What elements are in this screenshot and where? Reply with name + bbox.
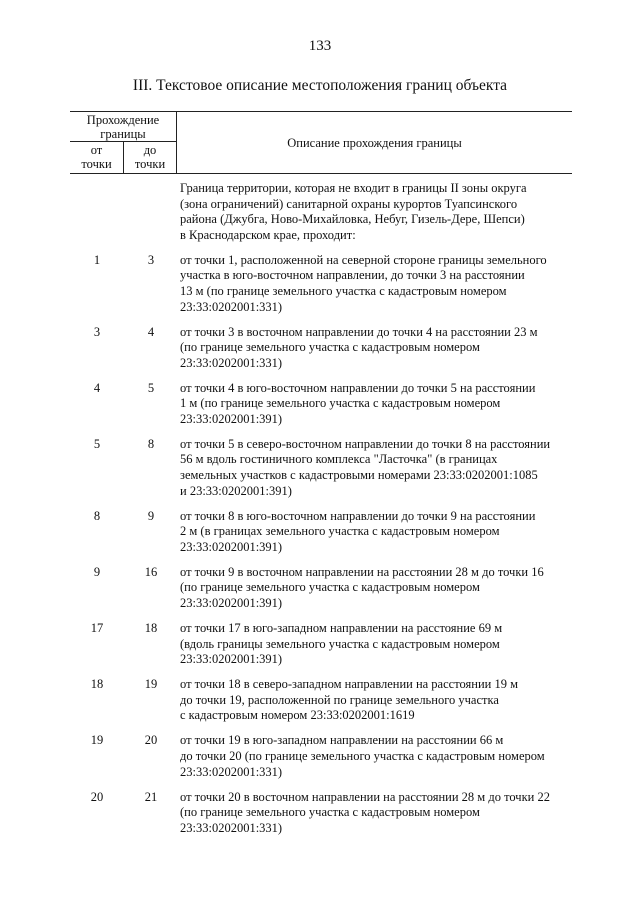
- header-passage-line-1: Прохождение: [86, 113, 160, 127]
- header-passage: [70, 113, 176, 141]
- row-from-point: 17: [90, 620, 104, 635]
- row-description-line: от точки 19 в юго-западном направлении на расстоянии 66 м: [180, 733, 504, 748]
- row-description: [178, 677, 572, 724]
- row-description-line: от точки 20 в восточном направлении на расстоянии 28 м до точки 22: [180, 789, 550, 804]
- table-row: [70, 253, 580, 315]
- row-to-point: 3: [147, 252, 155, 267]
- row-from-point: 19: [90, 733, 104, 748]
- row-to-point: 18: [144, 620, 158, 635]
- row-description-line: 23:33:0202001:391): [180, 652, 283, 667]
- row-to-point: 16: [144, 564, 158, 579]
- row-description: [178, 325, 572, 372]
- table-body: [70, 181, 580, 846]
- row-description: [178, 565, 572, 612]
- page-number: 133: [308, 38, 332, 54]
- header-description: Описание прохождения границы: [287, 136, 462, 150]
- row-description: [178, 437, 572, 499]
- row-description-line: от точки 9 в восточном направлении на расстоянии 28 м до точки 16: [180, 564, 544, 579]
- row-from-point: 20: [90, 789, 104, 804]
- row-description-line: (по границе земельного участка с кадастровым номером: [180, 340, 480, 355]
- table-row: [70, 437, 580, 499]
- row-description: [178, 733, 572, 780]
- table-header-bottom-border: [70, 173, 572, 174]
- row-from-point: 9: [93, 564, 101, 579]
- table-row: [70, 325, 580, 372]
- row-description-line: земельных участков с кадастровыми номерами 23:33:0202001:1085: [180, 468, 538, 483]
- row-to-point: [124, 181, 178, 243]
- row-from-point: 18: [90, 677, 104, 692]
- row-to-point: 20: [144, 733, 158, 748]
- row-description-line: от точки 5 в северо-восточном направлении до точки 8 на расстоянии: [180, 436, 551, 451]
- row-description: [178, 621, 572, 668]
- row-description: [178, 181, 572, 243]
- table-row: [70, 565, 580, 612]
- row-description: [178, 509, 572, 556]
- row-from-point: [70, 181, 124, 243]
- row-to-point: 5: [147, 380, 155, 395]
- row-description-line: до точки 20 (по границе земельного участка с кадастровым номером: [180, 748, 545, 763]
- row-from-point: 4: [93, 380, 101, 395]
- header-from-line-1: от: [90, 143, 103, 157]
- row-description: [178, 253, 572, 315]
- table-row: [70, 621, 580, 668]
- section-title: III. Текстовое описание местоположения границ объекта: [132, 77, 508, 94]
- row-description-line: с кадастровым номером 23:33:0202001:1619: [180, 708, 415, 723]
- row-description-line: Граница территории, которая не входит в границы II зоны округа: [180, 181, 527, 195]
- table-row: [70, 381, 580, 428]
- row-description-line: 23:33:0202001:331): [180, 764, 283, 779]
- table-row: [70, 733, 580, 780]
- row-description-line: от точки 3 в восточном направлении до точки 4 на расстоянии 23 м: [180, 324, 538, 339]
- header-from-line-2: точки: [81, 157, 112, 171]
- row-to-point: 4: [147, 324, 155, 339]
- row-description-line: 23:33:0202001:391): [180, 596, 283, 610]
- row-description-line: (по границе земельного участка с кадастровым номером: [180, 805, 480, 820]
- row-description-line: (вдоль границы земельного участка с кадастровым номером: [180, 636, 500, 651]
- table-row: [70, 509, 580, 556]
- row-to-point: 9: [147, 508, 155, 523]
- row-description-line: от точки 4 в юго-восточном направлении до точки 5 на расстоянии: [180, 380, 536, 395]
- row-description-line: 23:33:0202001:331): [180, 820, 283, 835]
- row-description-line: 13 м (по границе земельного участка с кадастровым номером: [180, 283, 507, 298]
- row-description-line: 23:33:0202001:331): [180, 299, 283, 314]
- row-description-line: (по границе земельного участка с кадастровым номером: [180, 580, 480, 595]
- row-description-line: (зона ограничений) санитарной охраны курортов Туапсинского: [180, 196, 518, 211]
- row-description-line: участка в юго-восточном направлении, до точки 3 на расстоянии: [180, 268, 525, 283]
- row-to-point: 21: [144, 789, 158, 804]
- table-row: [70, 790, 580, 837]
- row-from-point: 5: [93, 436, 101, 451]
- table-top-border: [70, 111, 572, 112]
- row-from-point: 1: [93, 252, 101, 267]
- row-from-point: 8: [93, 508, 101, 523]
- row-description-line: 1 м (по границе земельного участка с кадастровым номером: [180, 396, 501, 411]
- row-description-line: до точки 19, расположенной по границе земельного участка: [180, 692, 499, 707]
- header-to-line-2: точки: [134, 157, 166, 171]
- row-description: [178, 381, 572, 428]
- row-description-line: 23:33:0202001:331): [180, 355, 283, 370]
- header-from: [70, 143, 123, 171]
- row-description-line: от точки 17 в юго-западном направлении на расстояние 69 м: [180, 620, 503, 635]
- row-to-point: 19: [144, 677, 158, 692]
- row-description: [178, 790, 572, 837]
- header-passage-line-2: границы: [100, 127, 146, 141]
- row-description-line: и 23:33:0202001:391): [180, 483, 292, 498]
- row-description-line: 2 м (в границах земельного участка с кадастровым номером: [180, 524, 500, 539]
- row-description-line: от точки 8 в юго-восточном направлении до точки 9 на расстоянии: [180, 508, 536, 523]
- row-description-line: района (Джубга, Ново-Михайловка, Небуг, Гизель-Дере, Шепси): [180, 212, 525, 227]
- row-description-line: в Краснодарском крае, проходит:: [180, 227, 356, 242]
- row-description-line: 56 м вдоль гостиничного комплекса "Ласточка" (в границах: [180, 452, 498, 467]
- row-description-line: от точки 18 в северо-западном направлении на расстоянии 19 м: [180, 677, 518, 692]
- table-row: [70, 181, 580, 243]
- row-description-line: от точки 1, расположенной на северной стороне границы земельного: [180, 252, 547, 267]
- header-to-line-1: до: [143, 143, 157, 157]
- row-from-point: 3: [93, 324, 101, 339]
- table-row: [70, 677, 580, 724]
- header-to: [124, 143, 176, 171]
- row-description-line: 23:33:0202001:391): [180, 539, 283, 554]
- row-description-line: 23:33:0202001:391): [180, 411, 283, 426]
- row-to-point: 8: [147, 436, 155, 451]
